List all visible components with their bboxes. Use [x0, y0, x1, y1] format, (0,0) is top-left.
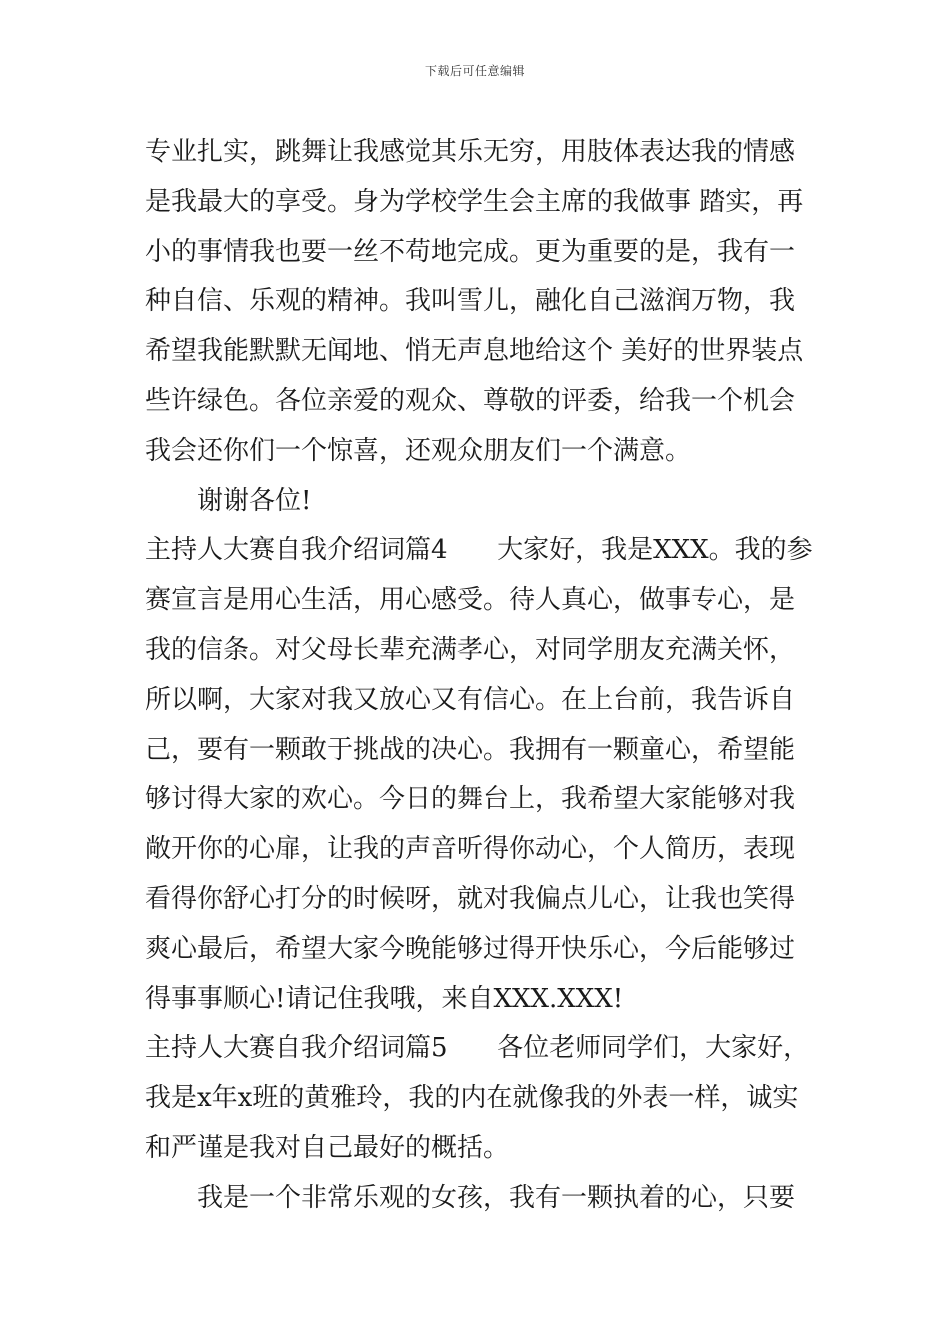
paragraph-section-4	[145, 526, 813, 1024]
paragraph-section-5	[145, 1024, 810, 1173]
paragraph	[145, 128, 810, 477]
text-line: 些许绿色。各位亲爱的观众、尊敬的评委，给我一个机会	[145, 385, 796, 416]
document-body	[145, 128, 813, 1224]
text-line: 所以啊，大家对我又放心又有信心。在上台前，我告诉自	[145, 684, 796, 715]
text-line: 我的信条。对父母长辈充满孝心，对同学朋友充满关怀，	[145, 634, 796, 665]
text-line: 是我最大的享受。身为学校学生会主席的我做事 踏实，再	[145, 186, 804, 217]
section-heading-line: 主持人大赛自我介绍词篇5 各位老师同学们，大家好，	[145, 1033, 810, 1064]
page-header: 下载后可任意编辑	[424, 64, 525, 78]
paragraph-final	[145, 1174, 810, 1224]
paragraph-thanks	[145, 477, 810, 527]
text-line: 己，要有一颗敢于挑战的决心。我拥有一颗童心，希望能	[145, 734, 796, 765]
text-line: 专业扎实，跳舞让我感觉其乐无穷，用肢体表达我的情感	[145, 137, 796, 167]
text-line: 种自信、乐观的精神。我叫雪儿，融化自己滋润万物，我	[145, 286, 796, 317]
text-line: 够讨得大家的欢心。今日的舞台上，我希望大家能够对我	[145, 784, 796, 815]
text-line: 希望我能默默无闻地、悄无声息地给这个 美好的世界装点	[145, 336, 804, 367]
text-line: 敞开你的心扉，让我的声音听得你动心，个人简历，表现	[145, 834, 796, 865]
text-line: 小的事情我也要一丝不苟地完成。更为重要的是，我有一	[145, 236, 796, 267]
text-line: 我是一个非常乐观的女孩，我有一颗执着的心，只要	[197, 1182, 796, 1213]
text-line: 我是x年x班的黄雅玲，我的内在就像我的外表一样，诚实	[145, 1083, 799, 1114]
text-line: 我会还你们一个惊喜，还观众朋友们一个满意。	[145, 435, 692, 466]
text-line: 和严谨是我对自己最好的概括。	[145, 1132, 510, 1163]
section-heading-line: 主持人大赛自我介绍词篇4 大家好，我是XXX。我的参	[145, 535, 813, 566]
text-line: 得事事顺心!请记住我哦，来自XXX.XXX!	[145, 983, 624, 1014]
text-line: 看得你舒心打分的时候呀，就对我偏点儿心，让我也笑得	[145, 883, 796, 914]
text-line: 爽心最后，希望大家今晚能够过得开快乐心，今后能够过	[145, 933, 796, 964]
text-line: 赛宣言是用心生活，用心感受。待人真心，做事专心，是	[145, 585, 796, 616]
text-line: 谢谢各位!	[197, 485, 312, 516]
